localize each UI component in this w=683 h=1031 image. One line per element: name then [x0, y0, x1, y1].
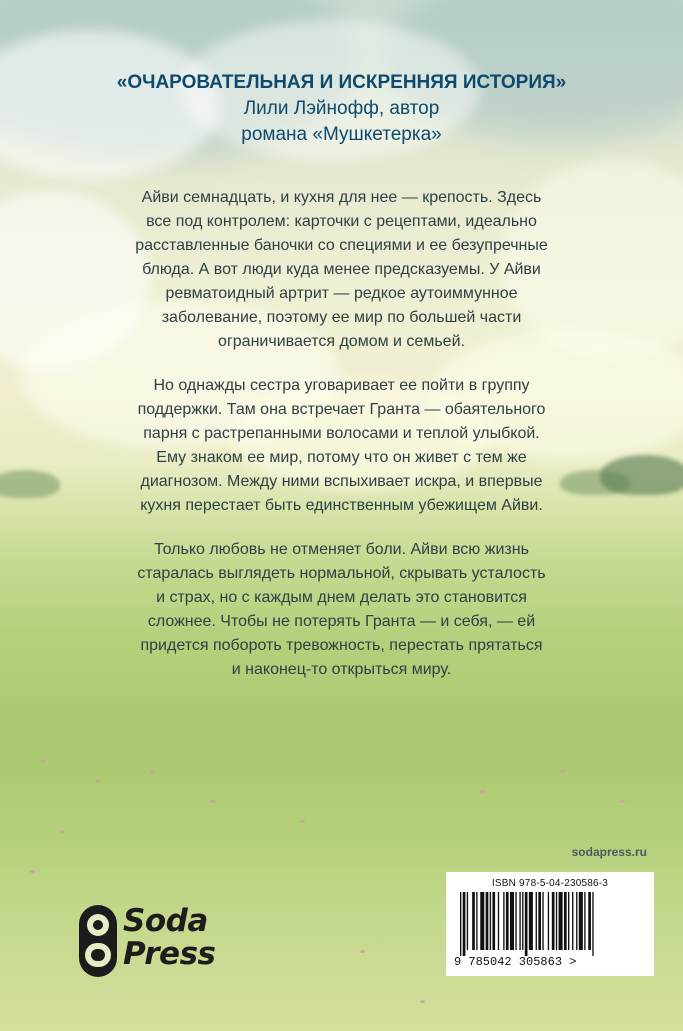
blurb-line: придется побороть тревожность, перестать прятаться	[140, 637, 543, 654]
barcode-bar	[576, 892, 577, 950]
barcode-bar	[506, 892, 509, 950]
barcode-bar	[552, 892, 555, 950]
logo-word-soda: Soda	[123, 903, 208, 939]
blurb-line: кухня перестает быть единственным убежищем Айви.	[140, 497, 543, 514]
barcode-bar	[476, 892, 477, 950]
logo-word-press: Press	[123, 936, 216, 972]
barcode-bar	[486, 892, 489, 950]
isbn-label: ISBN 978-5-04-230586-3	[491, 878, 609, 889]
blurb-line: блюда. А вот люди куда менее предсказуемы. У Айви	[142, 261, 541, 278]
barcode-bar	[572, 892, 573, 950]
barcode-bar	[463, 892, 466, 956]
blurb-line: заболевание, поэтому ее мир по большей части	[161, 309, 522, 326]
blurb-line: и наконец-то открыться миру.	[231, 661, 452, 678]
barcode-bar	[480, 892, 484, 950]
barcode-bar	[460, 892, 461, 956]
barcode-bar	[498, 892, 499, 950]
barcode-bar	[568, 892, 569, 950]
barcode-bar	[492, 892, 495, 950]
blurb-line: расставленные баночки со специями и ее безупречные	[135, 237, 548, 254]
blurb-line: ограничивается домом и семьей.	[218, 333, 465, 350]
barcode-icon	[460, 892, 640, 956]
review-quote	[0, 70, 683, 148]
quote-headline: «ОЧАРОВАТЕЛЬНАЯ И ИСКРЕННЯЯ ИСТОРИЯ»	[116, 72, 567, 93]
barcode-bar	[515, 892, 516, 950]
blurb-line: сложнее. Чтобы не потерять Гранта — и себя, — ей	[147, 613, 536, 630]
barcode-bar	[548, 892, 549, 950]
blurb-line: диагнозом. Между ними вспыхивает искра, и впервые	[140, 473, 543, 490]
blurb-line: Но однажды сестра уговаривает ее пойти в группу	[153, 377, 530, 394]
blurb-paragraph-2	[0, 374, 683, 518]
publisher-logo	[123, 905, 233, 971]
blurb-paragraph-1	[0, 186, 683, 354]
barcode-bar	[503, 892, 504, 950]
barcode-bar	[522, 892, 523, 950]
barcode-bar	[472, 892, 475, 950]
barcode-bar	[556, 892, 557, 950]
barcode-bar	[588, 892, 591, 950]
blurb-line: и страх, но с каждым днем делать это становится	[156, 589, 527, 606]
barcode-bar	[584, 892, 585, 950]
barcode-bar	[536, 892, 537, 950]
blurb-line: Ему знаком ее мир, потому что он живет с тем же	[156, 449, 527, 466]
barcode-bar	[559, 892, 563, 950]
quote-author: Лили Лэйнофф, автор	[243, 98, 440, 119]
blurb-line: парня с растрепанными волосами и теплой улыбкой.	[143, 425, 540, 442]
barcode-bar	[592, 892, 593, 956]
blurb-line: все под контролем: карточки с рецептами, идеально	[146, 213, 537, 230]
isbn-digits: 9 785042 305863 >	[454, 955, 577, 969]
blurb-line: ревматоидный артрит — редкое аутоиммунное	[165, 285, 518, 302]
barcode-bar	[467, 892, 468, 950]
blurb-line: Айви семнадцать, и кухня для нее — крепость. Здесь	[141, 189, 542, 206]
blurb-line: Только любовь не отменяет боли. Айви всю жизнь	[154, 541, 529, 558]
isbn-barcode	[446, 872, 654, 976]
blurb-line: поддержки. Там она встречает Гранта — обаятельного	[137, 401, 546, 418]
barcode-bar	[525, 892, 528, 956]
barcode-bar	[529, 892, 533, 950]
barcode-bar	[564, 892, 567, 950]
barcode-bar	[519, 892, 520, 950]
publisher-website[interactable]: sodapress.ru	[571, 845, 647, 859]
barcode-bar	[542, 892, 543, 950]
barcode-bar	[510, 892, 514, 950]
blurb-line: старалась выглядеть нормальной, скрывать усталость	[137, 565, 546, 582]
soda-can-icon	[77, 903, 119, 979]
barcode-bar	[579, 892, 583, 950]
blurb-paragraph-3	[0, 538, 683, 682]
barcode-bar	[490, 892, 491, 950]
quote-source: романа «Мушкетерка»	[241, 124, 442, 145]
barcode-bar	[538, 892, 541, 950]
